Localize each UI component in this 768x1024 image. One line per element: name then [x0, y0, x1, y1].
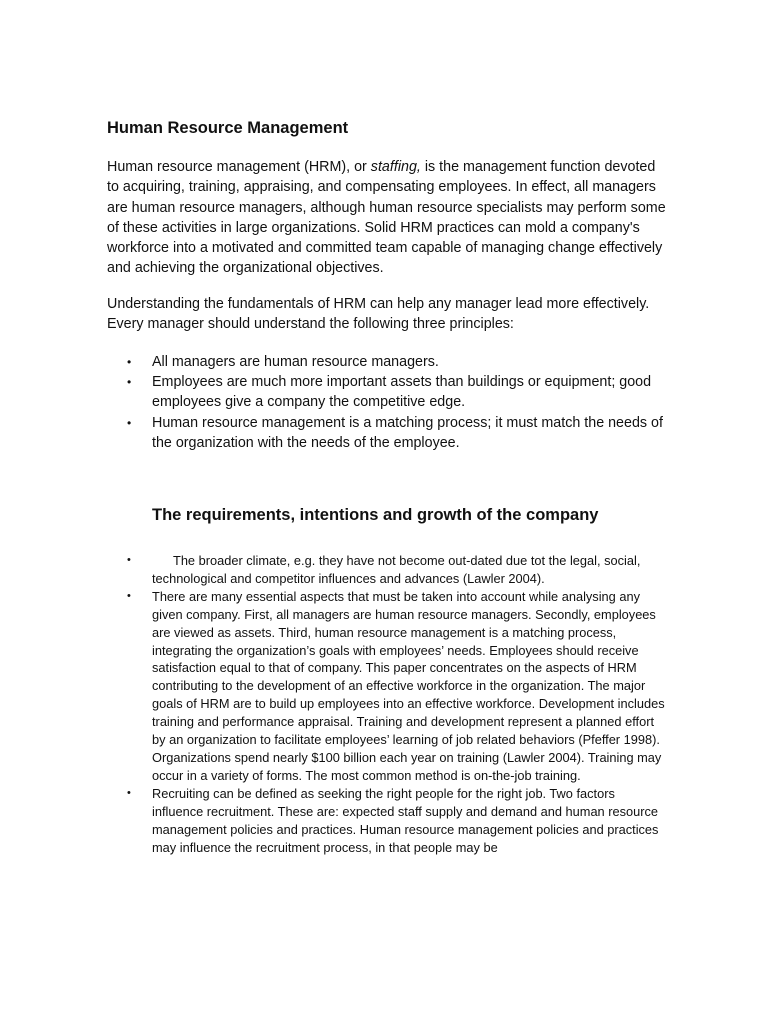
bullet-icon: • — [127, 355, 132, 369]
principles-intro-paragraph: Understanding the fundamentals of HRM can help any manager lead more effectively. Every manager should understand the following three principles: — [107, 296, 650, 333]
list-item — [107, 552, 667, 588]
bullet-icon: • — [127, 415, 132, 430]
bullet-icon: • — [127, 375, 132, 390]
bullet-icon: • — [127, 554, 131, 566]
list-item-text: Employees are much more important assets than buildings or equipment; good employees give a company the competitive edge. — [152, 374, 652, 411]
section-heading: The requirements, intentions and growth of the company — [152, 506, 599, 524]
list-item-text: Human resource management is a matching process; it must match the needs of the organization with the needs of the employee. — [152, 414, 663, 451]
list-item-text: All managers are human resource managers. — [152, 354, 439, 370]
intro-paragraph — [107, 157, 667, 279]
bullet-icon: • — [127, 589, 131, 602]
details-list — [107, 552, 667, 856]
list-item — [107, 413, 667, 453]
list-item-text: The broader climate, e.g. they have not become out-dated due tot the legal, social, technological and competitor influences and advances (Lawler 2004). — [152, 553, 641, 586]
document-title: Human Resource Management — [107, 119, 349, 137]
intro-text-start: Human resource management (HRM), or — [107, 159, 371, 175]
list-item — [107, 372, 667, 412]
list-item — [107, 588, 667, 785]
list-item-text: Recruiting can be defined as seeking the right people for the right job. Two factors influence recruitment. These are: expected staff supply and demand and human resource management policies and practices. Human resource management policies and practices may influence the recruitment process, in that people may be — [152, 785, 659, 855]
principles-list — [107, 352, 667, 453]
bullet-icon: • — [127, 786, 131, 799]
intro-text-end: is the management function devoted to acquiring, training, appraising, and compensating employees. In effect, all managers are human resource managers, although human resource specialists may perform some of these activities in large organizations. Solid HRM practices can mold a company's workforce into a motivated and committed team capable of managing change effectively and achieving the organizational objectives. — [107, 159, 666, 277]
intro-italic-term: staffing, — [370, 159, 421, 175]
list-item-text: There are many essential aspects that must be taken into account while analysing any given company. First, all managers are human resource managers. Secondly, employees are viewed as assets. Third, human resource management is a matching process, integrating the organization’s goals with employees’ needs. Employees should receive satisfaction equal to that of company. This paper concentrates on the aspects of HRM contributing to the development of an effective workforce in the organization. The major goals of HRM are to build up employees into an effective workforce. Development includes training and performance appraisal. Training and development represent a planned effort by an organization to facilitate employees’ learning of job related behaviors (Pfeffer 1998). Organizations spend nearly $100 billion each year on training (Lawler 2004). Training may occur in a variety of forms. The most common method is on-the-job training. — [152, 588, 665, 783]
list-item — [107, 785, 667, 857]
list-item — [107, 352, 667, 372]
